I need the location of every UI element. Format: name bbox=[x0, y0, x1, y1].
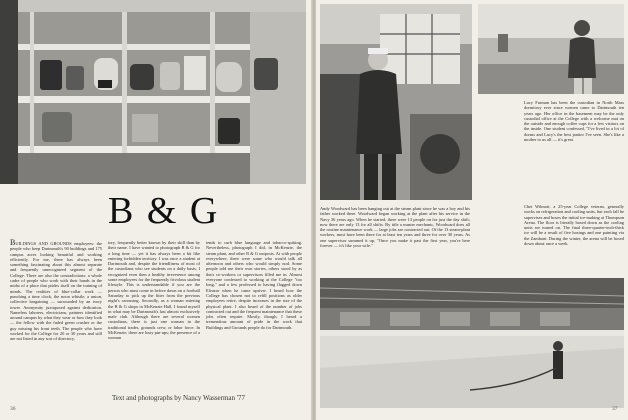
left-column-1 bbox=[10, 240, 102, 342]
shelves-photo bbox=[0, 0, 306, 184]
article-title: B & G bbox=[108, 190, 220, 232]
column-text: tends to curb blue language and tobacco-spitting. Nevertheless, photograph I did, in McKenzie, the steam plant, and other B & G outposts. At with people everywhere, there were some who would talk all afternoon and others who would simply nod. Some people told me their own stories, others stood by as their co-workers or supervisors filled me in. Almost everyone confessed to working at the College "too long," and a few professed to having flagged down Eleazar when he came upriver. I heard how the College has chosen not to refill positions as older employees retire, despite increases in the size of the physical plant. I also heard of the number of jobs contracted out and the frequent maintenance that these jobs often require. Mostly, though, I heard a tremendous amount of pride in the work that Buildings and Grounds people do for Dartmouth. bbox=[206, 240, 302, 330]
arena-photo bbox=[320, 278, 624, 408]
shelves-illustration bbox=[0, 0, 306, 184]
column-text: tory, frequently better known by their skill than by their name. I have wanted to photograph B & G for a long time — yet it has always been a bit like entering forbidden territory. I was once a student at Dartmouth and, despite the friendliness of most of the custodians who see students on a daily basis, I recognized even then a healthy irreverence among some employees for the frequently frivolous student lifestyle. This is understandable if you are the person who must come in before dawn on a football Saturday to pick up the litter from the previous night's carousing. Secondly, as a woman entering the B & G shops in McKenzie Hall, I found myself in what may be Dartmouth's last almost exclusively male club. Although there are several women custodians, there is just one woman in the traditional trades, grounds crew, or labor force. In McKenzie, there are lusty pin-ups; the presence of a woman bbox=[108, 240, 200, 341]
custodian-photo bbox=[478, 4, 624, 94]
left-column-2 bbox=[108, 240, 200, 341]
custodian-illustration bbox=[478, 4, 624, 94]
page-number-left: 36 bbox=[10, 406, 16, 412]
left-page bbox=[0, 0, 312, 420]
column-text: Lucy Furman has been the custodian in North Mass dormitory ever since women came to Dartmouth ten years ago. Her office in the basement may be the only custodial office at the College with a welcome mat on the outside and enough coffee cups for a few visitors on the inside. One student confessed, "I've lived in a lot of dorms and Lucy's the best janitor I've seen. She's like a mother to us all — it's great. bbox=[524, 100, 624, 143]
mechanic-illustration bbox=[320, 4, 472, 200]
column-text: Andy Woodward has been hanging out at the steam plant since he was a boy and his father worked there. Woodward began working at the plant after his service in the Navy 36 years ago. When he started, there were 13 people on for just the day shift; now there are only 13 for all shifts. By title a master mechanic, Woodward does all the routine maintenance work — large jobs are contracted out. Of the 13 steam-plant workers, most have been there for at least ten years and three for over 30 years. As one supervisor summed it up, "Once you make it past the first year, you're here forever — it's like your wife." bbox=[320, 206, 470, 249]
right-column-2 bbox=[524, 100, 624, 142]
page-number-right: 37 bbox=[612, 406, 618, 412]
right-column-1 bbox=[320, 206, 470, 248]
mechanic-photo bbox=[320, 4, 472, 200]
column-text: BUILDINGS AND GROUNDS employees: the people who keep Dartmouth's 90 buildings and 175 campus acres looking beautiful and working efficiently. For me, there has always been something fascinating about this almost separate and frequently unrecognized segment of the College. There are also the contradictions: a whole cadre of people who work with their hands in the midst of a place that prides itself on the training of minds. The realities of blue-collar work — punching a time clock, the noon whistle, a union, collective bargaining — surrounded by an ivory tower. Anonymity juxtaposed against dedication. Nameless laborers, electricians, painters identified around campus by what they wear or how they look — the fellow with the faded green crusher or the guy missing his front teeth. The people who have worked for the College for 20 or 30 years and still are not listed in any sort of directory, bbox=[10, 238, 102, 342]
arena-illustration bbox=[320, 278, 624, 408]
left-column-3 bbox=[206, 240, 302, 330]
right-page bbox=[316, 0, 628, 420]
right-column-3 bbox=[524, 204, 624, 246]
byline: Text and photographs by Nancy Wasserman '77 bbox=[112, 394, 246, 402]
column-text: Chet Wilmott, a 25-year College veteran, generally works on refrigeration and cooling units, but each fall he supervises and hoses the initial ice-making at Thompson Arena. The floor is literally hosed down as the cooling units are turned on. The final three-quarter-inch-thick ice will be a result of five hosings and one painting via the Zamboni. During the winter, the arena will be hosed down about once a week. bbox=[524, 204, 624, 247]
